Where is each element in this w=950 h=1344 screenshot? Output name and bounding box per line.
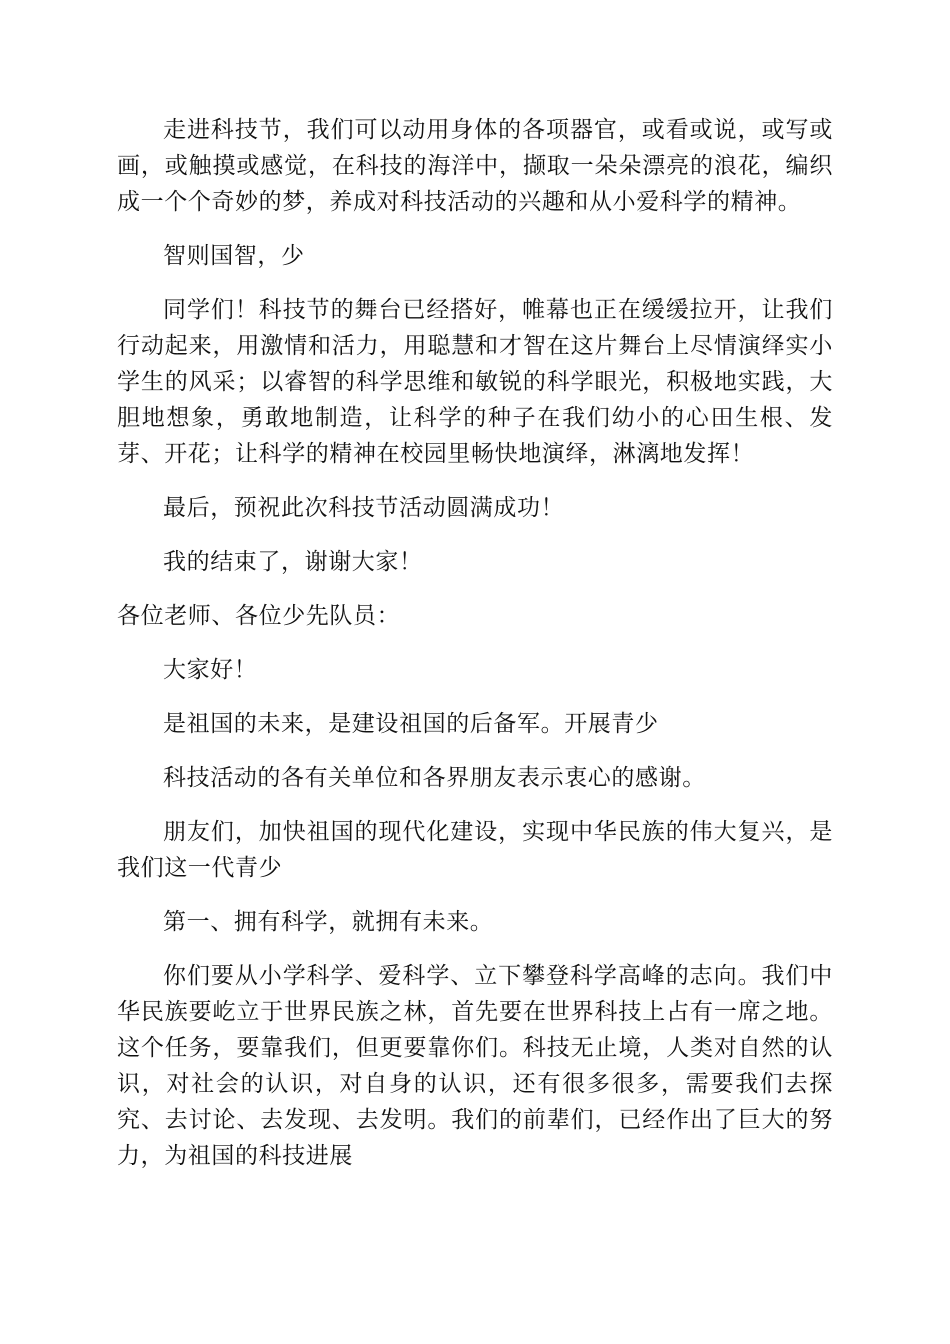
paragraph-8: 是祖国的未来，是建设祖国的后备军。开展青少: [163, 711, 659, 737]
paragraph-5: 我的结束了，谢谢大家！: [163, 549, 423, 575]
paragraph-10: 朋友们，加快祖国的现代化建设，实现中华民族的伟大复兴，是我们这一代青少: [117, 819, 833, 881]
salutation: 各位老师、各位少先队员：: [117, 603, 401, 629]
paragraph-4: 最后，预祝此次科技节活动圆满成功！: [163, 495, 565, 521]
greeting: 大家好！: [163, 657, 258, 683]
paragraph-9: 科技活动的各有关单位和各界朋友表示衷心的感谢。: [163, 765, 706, 791]
paragraph-1: 走进科技节，我们可以动用身体的各项器官，或看或说，或写或画，或触摸或感觉，在科技的海洋中，撷取一朵朵漂亮的浪花，编织成一个个奇妙的梦，养成对科技活动的兴趣和从小爱科学的精神。: [117, 117, 833, 215]
paragraph-12: 你们要从小学科学、爱科学、立下攀登科学高峰的志向。我们中华民族要屹立于世界民族之林，首先要在世界科技上占有一席之地。这个任务，要靠我们，但更要靠你们。科技无止境，人类对自然的认识，对社会的认识，对自身的认识，还有很多很多，需要我们去探究、去讨论、去发现、去发明。我们的前辈们，已经作出了巨大的努力，为祖国的科技进展: [117, 963, 833, 1169]
paragraph-2: 智则国智，少: [163, 243, 305, 269]
paragraph-11: 第一、拥有科学，就拥有未来。: [163, 909, 494, 935]
paragraph-3: 同学们！科技节的舞台已经搭好，帷幕也正在缓缓拉开，让我们行动起来，用激情和活力，用聪慧和才智在这片舞台上尽情演绎实小学生的风采；以睿智的科学思维和敏锐的科学眼光，积极地实践，大胆地想象，勇敢地制造，让科学的种子在我们幼小的心田生根、发芽、开花；让科学的精神在校园里畅快地演绎，淋漓地发挥！: [117, 297, 833, 467]
document-body: [117, 112, 833, 1192]
